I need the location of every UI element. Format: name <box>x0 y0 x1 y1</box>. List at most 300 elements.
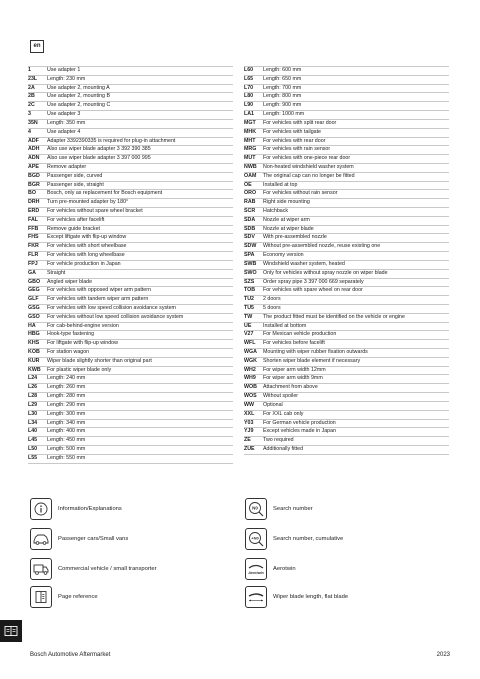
abbreviation-description: For vehicles before facelift <box>263 340 325 347</box>
abbreviation-code: OE <box>244 181 252 188</box>
abbreviation-row <box>244 208 449 217</box>
svg-text:Aerotwin: Aerotwin <box>248 571 264 575</box>
abbreviation-description: For wiper arm width 12mm <box>263 366 326 373</box>
abbreviation-description: Hatchback <box>263 208 289 214</box>
abbreviation-description: For cab-behind-engine version <box>47 322 119 329</box>
abbreviation-row <box>244 217 449 226</box>
abbreviation-code: Y03 <box>244 419 254 426</box>
abbreviation-row <box>244 226 449 235</box>
abbreviation-description: Bosch, only as replacement for Bosch equipment <box>47 190 163 197</box>
abbreviation-row <box>244 296 449 305</box>
abbreviation-description: For vehicles after facelift <box>47 216 105 223</box>
abbreviation-description: Use adapter 4 <box>47 128 81 135</box>
abbreviation-code: SDW <box>244 243 257 250</box>
abbreviation-row <box>28 420 233 429</box>
abbreviation-row <box>244 437 449 446</box>
abbreviation-code: BO <box>28 190 36 197</box>
abbreviation-code: GSO <box>28 313 40 320</box>
abbreviation-description: Use adapter 2, mounting B <box>47 93 111 100</box>
svg-text:+N0: +N0 <box>251 535 259 541</box>
abbreviation-description: For vehicles with low speed collision avoidance system <box>47 304 176 311</box>
abbreviation-row <box>28 384 233 393</box>
abbreviation-code: WH2 <box>244 366 256 373</box>
abbreviation-code: 4 <box>28 128 31 135</box>
abbreviation-code: BGD <box>28 172 40 179</box>
abbreviation-description: For vehicles without spare wheel bracket <box>47 208 143 214</box>
legend-search-cumulative-label: Search number, cumulative <box>273 536 344 542</box>
abbreviation-code: SDV <box>244 234 255 241</box>
abbreviation-description: Nozzle at wiper blade <box>263 225 314 232</box>
legend-search-number-label: Search number <box>273 506 313 512</box>
abbreviation-row <box>244 375 449 384</box>
abbreviation-description: Length: 260 mm <box>47 384 86 391</box>
abbreviation-row <box>28 146 233 155</box>
abbreviation-description: For wiper arm width 9mm <box>263 375 323 382</box>
abbreviation-code: MHK <box>244 128 257 135</box>
abbreviation-row <box>244 287 449 296</box>
abbreviation-code: L70 <box>244 84 254 91</box>
abbreviation-description: Length: 340 mm <box>47 419 86 426</box>
abbreviation-description: For vehicles without rain sensor <box>263 190 338 197</box>
abbreviation-code: 23L <box>28 75 38 82</box>
abbreviation-code: GBO <box>28 278 41 285</box>
abbreviation-description: For XXL cab only <box>263 410 304 417</box>
abbreviation-description: Remove guide bracket <box>47 225 100 232</box>
abbreviation-code: KUR <box>28 357 40 364</box>
abbreviation-description: Non-heated windshield washer system <box>263 163 354 170</box>
abbreviation-code: HBG <box>28 331 40 338</box>
abbreviation-row <box>244 173 449 182</box>
abbreviation-code: GA <box>28 269 36 276</box>
abbreviation-code: V27 <box>244 331 254 338</box>
abbreviation-row <box>244 428 449 437</box>
abbreviation-description: Length: 500 mm <box>47 445 86 452</box>
abbreviation-description: Without spoiler <box>263 393 299 400</box>
abbreviation-row <box>28 129 233 138</box>
abbreviation-code: TOB <box>244 287 256 294</box>
abbreviation-code: WOB <box>244 384 257 391</box>
abbreviation-row <box>244 323 449 332</box>
abbreviation-code: KWB <box>28 366 41 373</box>
truck-icon <box>30 558 52 580</box>
abbreviation-row <box>244 102 449 111</box>
abbreviation-description: Passenger side, curved <box>47 172 103 179</box>
abbreviation-description: For vehicles with tailgate <box>263 128 321 135</box>
abbreviation-row <box>28 120 233 129</box>
abbreviation-description: Without pre-assembled nozzle, reuse existing one <box>263 243 381 250</box>
abbreviation-code: L30 <box>28 410 38 417</box>
abbreviation-description: Use adapter 3 <box>47 111 81 118</box>
abbreviation-row <box>244 190 449 199</box>
abbreviation-row <box>244 234 449 243</box>
abbreviation-code: L26 <box>28 384 38 391</box>
abbreviation-row <box>28 314 233 323</box>
legend-cars <box>30 528 128 550</box>
abbreviation-code: 3 <box>28 111 31 118</box>
abbreviation-code: WGK <box>244 357 257 364</box>
car-icon <box>30 528 52 550</box>
abbreviation-row <box>28 234 233 243</box>
abbreviation-description: Order spray pipe 3 397 000 669 separately <box>263 278 364 285</box>
abbreviation-description: For liftgate with flip-up window <box>47 340 118 347</box>
abbreviation-row <box>28 358 233 367</box>
abbreviation-row <box>244 129 449 138</box>
abbreviation-row <box>244 85 449 94</box>
abbreviation-row <box>244 393 449 402</box>
abbreviation-row <box>28 93 233 102</box>
legend-info <box>30 498 122 520</box>
abbreviation-description: Use adapter 1 <box>47 67 81 73</box>
abbreviation-code: KOB <box>28 349 40 355</box>
abbreviation-code: L80 <box>244 93 254 100</box>
search-cumulative-icon <box>245 528 267 550</box>
abbreviation-code: L40 <box>28 428 38 435</box>
language-badge: en <box>30 40 44 53</box>
abbreviation-code: MGT <box>244 119 256 126</box>
abbreviation-row <box>28 393 233 402</box>
abbreviation-row <box>244 420 449 429</box>
abbreviation-code: WFL <box>244 340 256 347</box>
abbreviation-code: L34 <box>28 419 38 426</box>
abbreviation-row <box>28 331 233 340</box>
footer-year: 2023 <box>436 652 450 658</box>
abbreviation-row <box>28 270 233 279</box>
abbreviation-description: Length: 800 mm <box>263 93 302 100</box>
abbreviation-row <box>28 349 233 358</box>
abbreviation-description: Length: 650 mm <box>263 75 302 82</box>
legend-page-ref-label: Page reference <box>58 594 98 600</box>
abbreviation-table-right <box>244 66 449 455</box>
abbreviation-code: GLF <box>28 296 39 303</box>
abbreviation-description: Angled wiper blade <box>47 278 93 285</box>
abbreviation-row <box>244 305 449 314</box>
abbreviation-row <box>28 305 233 314</box>
abbreviation-row <box>244 402 449 411</box>
abbreviation-description: Length: 400 mm <box>47 428 86 435</box>
abbreviation-code: WH9 <box>244 375 256 382</box>
abbreviation-code: L28 <box>28 393 38 400</box>
abbreviation-table-left <box>28 66 233 464</box>
abbreviation-description: Length: 240 mm <box>47 375 86 382</box>
abbreviation-row <box>244 261 449 270</box>
abbreviation-description: Remove adapter <box>47 163 87 170</box>
abbreviation-description: Length: 290 mm <box>47 401 86 408</box>
legend-commercial <box>30 558 157 580</box>
abbreviation-code: L50 <box>28 445 38 452</box>
abbreviation-row <box>244 182 449 191</box>
abbreviation-row <box>244 340 449 349</box>
legend-commercial-label: Commercial vehicle / small transporter <box>58 566 157 572</box>
abbreviation-code: YJ9 <box>244 428 254 435</box>
abbreviation-code: L55 <box>28 454 38 461</box>
abbreviation-code: ADF <box>28 137 39 144</box>
abbreviation-code: 35N <box>28 119 38 126</box>
abbreviation-code: DRH <box>28 199 40 206</box>
abbreviation-code: HA <box>28 322 36 329</box>
abbreviation-row <box>28 411 233 420</box>
abbreviation-row <box>244 252 449 261</box>
abbreviation-code: L90 <box>244 102 254 109</box>
abbreviation-row <box>28 190 233 199</box>
abbreviation-description: Length: 600 mm <box>263 67 302 73</box>
abbreviation-description: Right side mounting <box>263 199 310 206</box>
abbreviation-code: ADH <box>28 146 40 153</box>
abbreviation-row <box>28 208 233 217</box>
abbreviation-row <box>28 428 233 437</box>
abbreviation-description: Wiper blade slightly shorter than original part <box>47 357 152 364</box>
abbreviation-description: Length: 700 mm <box>263 84 302 91</box>
aerotwin-icon <box>245 558 267 580</box>
abbreviation-description: Also use wiper blade adapter 3 397 000 995 <box>47 155 151 162</box>
svg-text:N0: N0 <box>252 505 258 511</box>
abbreviation-description: For vehicles with spare wheel on rear door <box>263 287 363 294</box>
abbreviation-row <box>244 93 449 102</box>
abbreviation-description: Optional <box>263 401 283 408</box>
abbreviation-code: MUT <box>244 155 256 162</box>
abbreviation-row <box>28 437 233 446</box>
abbreviation-row <box>28 243 233 252</box>
abbreviation-row <box>244 199 449 208</box>
abbreviation-description: Nozzle at wiper arm <box>263 216 310 223</box>
legend-aerotwin <box>245 558 296 580</box>
abbreviation-row <box>244 120 449 129</box>
abbreviation-description: Length: 900 mm <box>263 102 302 109</box>
footer-brand: Bosch Automotive Aftermarket <box>30 652 111 658</box>
abbreviation-description: Turn pre-mounted adapter by 180° <box>47 199 129 206</box>
abbreviation-row <box>28 102 233 111</box>
abbreviation-row <box>28 279 233 288</box>
abbreviation-code: WGA <box>244 349 257 355</box>
abbreviation-code: FFB <box>28 225 39 232</box>
abbreviation-code: FPJ <box>28 260 38 267</box>
abbreviation-description: For vehicles with split rear door <box>263 119 337 126</box>
abbreviation-code: L65 <box>244 75 254 82</box>
abbreviation-description: Windshield washer system, heated <box>263 260 345 267</box>
abbreviation-row <box>28 164 233 173</box>
abbreviation-row <box>244 111 449 120</box>
abbreviation-description: Shorten wiper blade element if necessary <box>263 357 361 364</box>
abbreviation-code: L29 <box>28 401 38 408</box>
abbreviation-description: 5 doors <box>263 304 281 311</box>
abbreviation-description: For station wagon <box>47 349 90 355</box>
abbreviation-description: Adapter 3392390335 is required for plug-in attachment <box>47 137 176 144</box>
abbreviation-row <box>28 226 233 235</box>
abbreviation-row <box>28 182 233 191</box>
abbreviation-row <box>28 261 233 270</box>
abbreviation-row <box>244 138 449 147</box>
abbreviation-row <box>28 375 233 384</box>
abbreviation-description: Length: 230 mm <box>47 75 86 82</box>
abbreviation-description: For vehicles with rain sensor <box>263 146 331 153</box>
abbreviation-row <box>244 349 449 358</box>
abbreviation-description: Length: 450 mm <box>47 437 86 444</box>
abbreviation-description: Hook-type fastening <box>47 331 95 338</box>
abbreviation-code: MRG <box>244 146 257 153</box>
search-number-icon <box>245 498 267 520</box>
abbreviation-row <box>28 455 233 464</box>
abbreviation-description: Straight <box>47 269 66 276</box>
abbreviation-code: BGR <box>28 181 40 188</box>
abbreviation-description: Economy version <box>263 252 304 259</box>
abbreviation-row <box>28 367 233 376</box>
abbreviation-code: UE <box>244 322 252 329</box>
abbreviation-code: ZE <box>244 437 251 444</box>
abbreviation-description: Passenger side, straight <box>47 181 104 188</box>
abbreviation-description: Two required <box>263 437 294 444</box>
abbreviation-row <box>28 252 233 261</box>
abbreviation-row <box>244 446 449 455</box>
abbreviation-description: For vehicles with opposed wiper arm pattern <box>47 287 151 294</box>
abbreviation-description: Also use wiper blade adapter 3 392 390 385 <box>47 146 151 153</box>
abbreviation-code: ERD <box>28 208 40 214</box>
legend-page-ref <box>30 586 98 608</box>
abbreviation-row <box>28 323 233 332</box>
abbreviation-code: KHS <box>28 340 40 347</box>
abbreviation-code: WW <box>244 401 254 408</box>
abbreviation-row <box>244 270 449 279</box>
abbreviation-code: TU5 <box>244 304 255 311</box>
abbreviation-row <box>244 164 449 173</box>
legend-info-label: Information/Explanations <box>58 506 122 512</box>
abbreviation-description: Additionally fitted <box>263 445 304 452</box>
abbreviation-description: For vehicles with short wheelbase <box>47 243 127 250</box>
abbreviation-row <box>28 85 233 94</box>
abbreviation-code: ADN <box>28 155 40 162</box>
abbreviation-description: Length: 550 mm <box>47 454 86 461</box>
abbreviation-code: SDB <box>244 225 256 232</box>
abbreviation-code: NWB <box>244 163 257 170</box>
abbreviation-description: Except vehicles made in Japan <box>263 428 337 435</box>
abbreviation-code: FAL <box>28 216 39 223</box>
abbreviation-code: SPA <box>244 252 255 259</box>
abbreviation-description: 2 doors <box>263 296 281 303</box>
abbreviation-code: MHT <box>244 137 256 144</box>
legend-flat-blade <box>245 586 348 608</box>
abbreviation-description: For plastic wiper blade only <box>47 366 112 373</box>
abbreviation-description: Installed at bottom <box>263 322 307 329</box>
abbreviation-code: TW <box>244 313 253 320</box>
abbreviation-row <box>244 279 449 288</box>
abbreviation-code: SDA <box>244 216 256 223</box>
abbreviation-description: Length: 280 mm <box>47 393 86 400</box>
abbreviation-description: Use adapter 2, mounting C <box>47 102 111 109</box>
abbreviation-description: Mounting with wiper rubber fixation outwards <box>263 349 368 355</box>
abbreviation-row <box>244 358 449 367</box>
abbreviation-description: The product fitted must be identified on the vehicle or engine <box>263 313 405 320</box>
abbreviation-row <box>244 76 449 85</box>
abbreviation-row <box>28 199 233 208</box>
abbreviation-code: XXL <box>244 410 255 417</box>
abbreviation-description: For vehicle production in Japan <box>47 260 121 267</box>
legend-search-number <box>245 498 313 520</box>
abbreviation-code: LA1 <box>244 111 255 118</box>
abbreviation-row <box>244 411 449 420</box>
abbreviation-row <box>28 76 233 85</box>
abbreviation-code: SCR <box>244 208 256 214</box>
abbreviation-description: For vehicles with long wheelbase <box>47 252 125 259</box>
abbreviation-row <box>28 66 233 76</box>
abbreviation-code: SZS <box>244 278 255 285</box>
abbreviation-code: 2B <box>28 93 35 100</box>
abbreviation-description: For vehicles with rear door <box>263 137 326 144</box>
abbreviation-code: L60 <box>244 67 254 73</box>
abbreviation-description: Installed at top <box>263 181 298 188</box>
abbreviation-description: Except liftgate with flip-up window <box>47 234 127 241</box>
abbreviation-code: APE <box>28 163 39 170</box>
abbreviation-row <box>244 314 449 323</box>
legend-search-cumulative <box>245 528 343 550</box>
abbreviation-description: For German vehicle production <box>263 419 336 426</box>
abbreviation-description: The original cap can no longer be fitted <box>263 172 355 179</box>
abbreviation-description: Use adapter 2, mounting A <box>47 84 110 91</box>
abbreviation-row <box>28 155 233 164</box>
abbreviation-row <box>244 146 449 155</box>
abbreviation-row <box>28 287 233 296</box>
abbreviation-description: Length: 1000 mm <box>263 111 305 118</box>
abbreviation-code: TU2 <box>244 296 255 303</box>
abbreviation-code: WOS <box>244 393 257 400</box>
abbreviation-row <box>244 384 449 393</box>
abbreviation-code: RAB <box>244 199 256 206</box>
abbreviation-description: Length: 300 mm <box>47 410 86 417</box>
abbreviation-code: FKR <box>28 243 39 250</box>
abbreviation-row <box>244 331 449 340</box>
abbreviation-code: 2A <box>28 84 35 91</box>
abbreviation-code: SWO <box>244 269 257 276</box>
abbreviation-code: 2C <box>28 102 35 109</box>
legend-flat-blade-label: Wiper blade length, flat blade <box>273 594 349 600</box>
page-reference-icon <box>30 586 52 608</box>
abbreviation-description: For vehicles without low speed collision avoidance system <box>47 313 184 320</box>
abbreviation-description: Attachment from above <box>263 384 318 391</box>
abbreviation-row <box>28 340 233 349</box>
flat-blade-icon <box>245 586 267 608</box>
abbreviation-code: GEG <box>28 287 40 294</box>
abbreviation-row <box>28 217 233 226</box>
abbreviation-description: Length: 350 mm <box>47 119 86 126</box>
abbreviation-description: For vehicles with one-piece rear door <box>263 155 351 162</box>
abbreviation-code: FHS <box>28 234 39 241</box>
abbreviation-row <box>28 138 233 147</box>
abbreviation-row <box>244 243 449 252</box>
abbreviation-code: GSG <box>28 304 40 311</box>
abbreviation-code: L24 <box>28 375 38 382</box>
abbreviation-row <box>244 66 449 76</box>
abbreviation-row <box>28 446 233 455</box>
legend-aerotwin-label: Aerotwin <box>273 566 296 572</box>
abbreviation-row <box>28 173 233 182</box>
abbreviation-code: OAM <box>244 172 257 179</box>
abbreviation-code: SWB <box>244 260 257 267</box>
abbreviation-description: With pre-assembled nozzle <box>263 234 327 241</box>
abbreviation-code: L45 <box>28 437 38 444</box>
abbreviation-description: Only for vehicles without spray nozzle on wiper blade <box>263 269 388 276</box>
book-icon <box>0 620 22 642</box>
abbreviation-row <box>28 296 233 305</box>
abbreviation-row <box>28 402 233 411</box>
abbreviation-code: 1 <box>28 67 31 73</box>
legend-cars-label: Passenger cars/Small vans <box>58 536 129 542</box>
abbreviation-description: For Mexican vehicle production <box>263 331 337 338</box>
abbreviation-row <box>244 155 449 164</box>
info-icon <box>30 498 52 520</box>
abbreviation-description: For vehicles with tandem wiper arm pattern <box>47 296 149 303</box>
abbreviation-code: ORO <box>244 190 257 197</box>
abbreviation-row <box>28 111 233 120</box>
abbreviation-row <box>244 367 449 376</box>
abbreviation-code: ZUE <box>244 445 255 452</box>
abbreviation-code: FLR <box>28 252 39 259</box>
